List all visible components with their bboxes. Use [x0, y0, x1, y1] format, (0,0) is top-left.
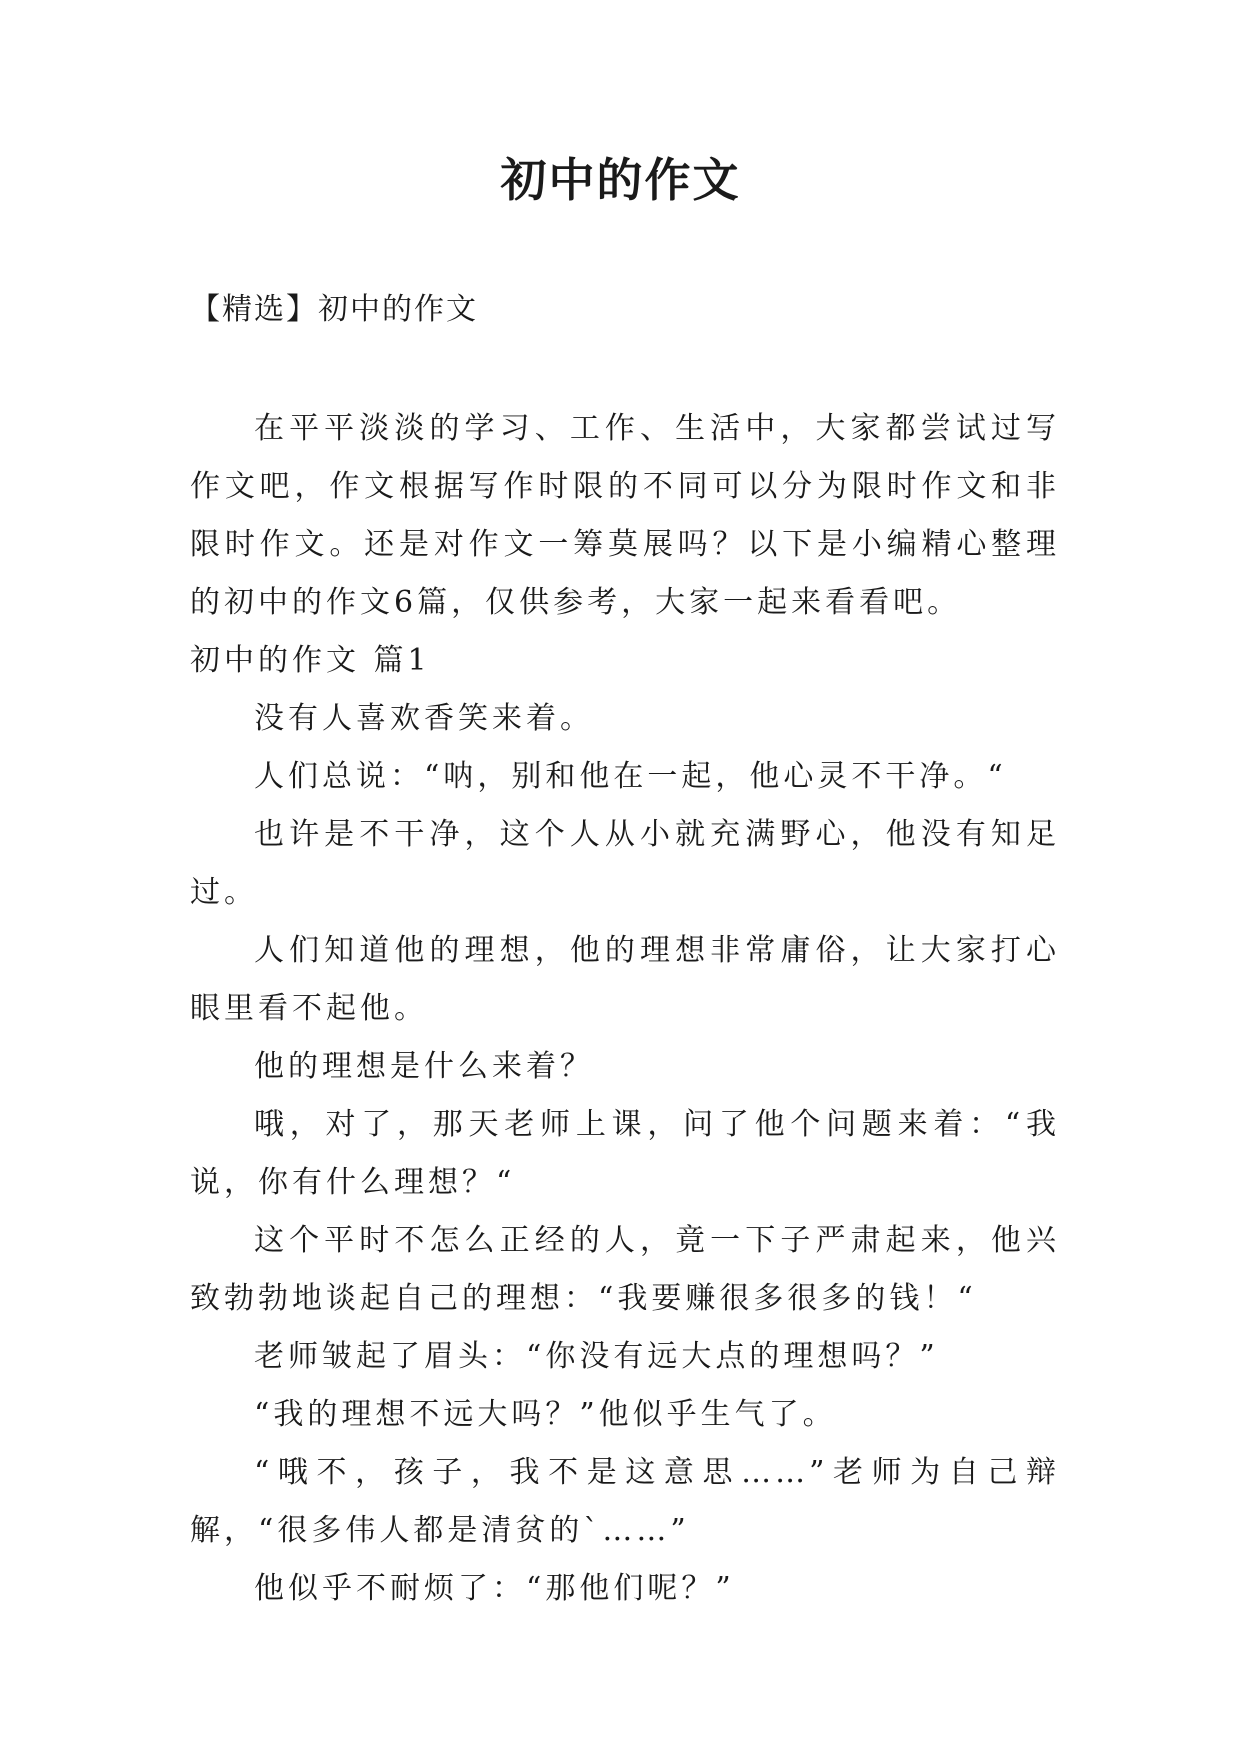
section-heading: 初中的作文 篇1 [190, 643, 431, 678]
paragraph: 老师皱起了眉头：“你没有远大点的理想吗？” [254, 1339, 939, 1374]
paragraph: 在平平淡淡的学习、工作、生活中，大家都尝试过写作文吧，作文根据写作时限的不同可以分为限时作文和非限时作文。还是对作文一筹莫展吗？以下是小编精心整理的初中的作文6篇，仅供参考，大家一起来看看吧。 [190, 411, 1060, 620]
paragraph: 人们总说：“呐，别和他在一起，他心灵不干净。“ [254, 759, 1007, 794]
paragraph: 人们知道他的理想，他的理想非常庸俗，让大家打心眼里看不起他。 [190, 933, 1060, 1026]
document-title: 初中的作文 [500, 153, 741, 207]
document-subtitle: 【精选】初中的作文 [190, 292, 478, 327]
paragraph: 没有人喜欢香笑来着。 [254, 701, 594, 736]
paragraph: 他似乎不耐烦了：“那他们呢？” [254, 1571, 735, 1606]
paragraph: 这个平时不怎么正经的人，竟一下子严肃起来，他兴致勃勃地谈起自己的理想：“我要赚很多很多的钱！“ [190, 1223, 1060, 1316]
document-body [190, 400, 1060, 1618]
paragraph: 也许是不干净，这个人从小就充满野心，他没有知足过。 [190, 817, 1060, 910]
paragraph: 他的理想是什么来着？ [254, 1049, 594, 1084]
paragraph: “我的理想不远大吗？”他似乎生气了。 [254, 1397, 837, 1432]
paragraph: “哦不，孩子，我不是这意思……”老师为自己辩解，“很多伟人都是清贫的`……” [190, 1455, 1060, 1548]
paragraph: 哦，对了，那天老师上课，问了他个问题来着：“我说，你有什么理想？“ [190, 1107, 1060, 1200]
